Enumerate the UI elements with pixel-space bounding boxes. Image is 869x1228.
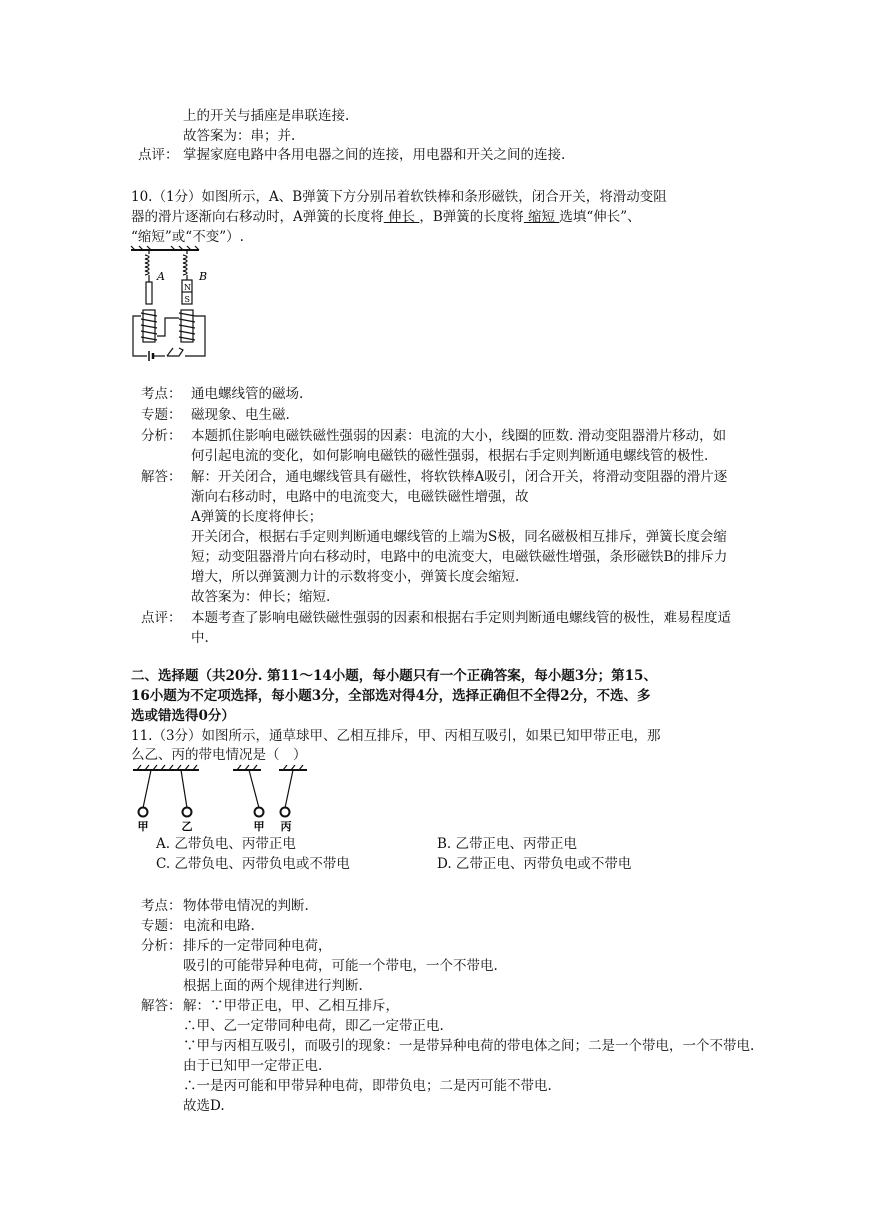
kaodian-label: 考点： [141,898,182,914]
jieda-text: 增大，所以弹簧测力计的示数将变小，弹簧长度会缩短. [191,569,520,585]
q10-stem-line3: “缩短”或“不变”）. [131,229,244,245]
q11-stem-line1: 11.（3分）如图所示，通草球甲、乙相互排斥，甲、丙相互吸引，如果已知甲带正电，那 [131,728,661,744]
q10-stem-text: 选填“伸长”、 [559,209,641,225]
kaodian-text: 物体带电情况的判断. [183,898,309,914]
dianping-text: 中. [191,630,209,646]
fenxi-text: 排斥的一定带同种电荷， [183,938,332,954]
jieda-label: 解答： [141,469,182,485]
q11-stem-line2: 么乙、丙的带电情况是（ ） [131,747,307,763]
text-line: 故答案为：串；并. [183,128,296,144]
fenxi-label: 分析： [141,428,182,444]
q10-circuit-figure [127,246,217,364]
fenxi-text: 本题抓住影响电磁铁磁性强弱的因素：电流的大小，线圈的匝数. 滑动变阻器滑片移动，如 [191,428,727,444]
option-a[interactable]: A. 乙带负电、丙带正电 [156,836,296,852]
ball-label: 丙 [280,820,292,833]
zhuanti-label: 专题： [141,918,182,934]
zhuanti-text: 电流和电路. [183,918,255,934]
jieda-text: 故选D. [183,1098,225,1114]
jieda-text: 故答案为：伸长；缩短. [191,589,331,605]
zhuanti-label: 专题： [141,407,182,423]
magnet-n-label: N [184,283,191,292]
jieda-label: 解答： [141,998,182,1014]
q10-stem-line2 [131,208,641,226]
option-d[interactable]: D. 乙带正电、丙带负电或不带电 [437,856,632,872]
text-line: 上的开关与插座是串联连接. [183,108,350,124]
ball-label: 甲 [137,820,149,833]
q10-stem-line1: 10.（1分）如图所示，A、B弹簧下方分别吊着软铁棒和条形磁铁，闭合开关，将滑动变阻 [131,189,667,205]
q10-stem-text: 器的滑片逐渐向右移动时，A弹簧的长度将 [131,209,384,225]
q10-stem-text: ，B弹簧的长度将 [419,209,524,225]
jieda-text: 短；动变阻器滑片向右移动时，电路中的电流变大，电磁铁磁性增强，条形磁铁B的排斥力 [191,549,728,565]
jieda-text: 由于已知甲一定带正电. [183,1058,323,1074]
section-heading: 二、选择题（共20分. 第11～14小题，每小题只有一个正确答案，每小题3分；第15、 [131,668,657,684]
jieda-text: 渐向右移动时，电路中的电流变大，电磁铁磁性增强，故 [191,489,529,505]
zhuanti-text: 磁现象、电生磁. [191,407,290,423]
ball-label: 乙 [181,820,193,833]
jieda-text: 开关闭合，根据右手定则判断通电螺线管的上端为S极，同名磁极相互排斥，弹簧长度会缩 [191,529,727,545]
jieda-text: A弹簧的长度将伸长； [191,509,323,525]
comment-label: 点评： [138,147,179,163]
spring-a-label: A [157,270,165,283]
jieda-text: ∵甲与丙相互吸引，而吸引的现象：一是带异种电荷的带电体之间；二是一个带电，一个不带电. [183,1038,755,1054]
jieda-text: ∴甲、乙一定带同种电荷，即乙一定带正电. [183,1018,444,1034]
spring-b-label: B [199,270,208,283]
magnet-s-label: S [184,295,190,304]
option-b[interactable]: B. 乙带正电、丙带正电 [437,836,578,852]
jieda-text: 解：∵甲带正电，甲、乙相互排斥， [183,998,399,1014]
q11-pith-balls-figure [131,764,311,834]
dianping-text: 本题考查了影响电磁铁磁性强弱的因素和根据右手定则判断通电螺线管的极性，难易程度适 [191,610,731,626]
fenxi-label: 分析： [141,938,182,954]
jieda-text: 解：开关闭合，通电螺线管具有磁性，将软铁棒A吸引，闭合开关，将滑动变阻器的滑片逐 [191,469,728,485]
ball-label: 甲 [253,820,265,833]
fenxi-text: 吸引的可能带异种电荷，可能一个带电，一个不带电. [183,958,498,974]
fenxi-text: 何引起电流的变化，如何影响电磁铁的磁性强弱，根据右手定则判断通电螺线管的极性. [191,448,709,464]
kaodian-label: 考点： [141,386,182,402]
option-c[interactable]: C. 乙带负电、丙带负电或不带电 [156,856,350,872]
section-heading: 选或错选得0分） [131,708,235,724]
q10-answer-blank-1: 伸长 [383,209,420,225]
q10-answer-blank-2: 缩短 [523,209,560,225]
fenxi-text: 根据上面的两个规律进行判断. [183,978,363,994]
kaodian-text: 通电螺线管的磁场. [191,386,304,402]
comment-text: 掌握家庭电路中各用电器之间的连接，用电器和开关之间的连接. [183,147,566,163]
dianping-label: 点评： [141,610,182,626]
jieda-text: ∴一是丙可能和甲带异种电荷，即带负电；二是丙可能不带电. [183,1078,552,1094]
section-heading: 16小题为不定项选择，每小题3分，全部选对得4分，选择正确但不全得2分，不选、多 [131,688,651,704]
